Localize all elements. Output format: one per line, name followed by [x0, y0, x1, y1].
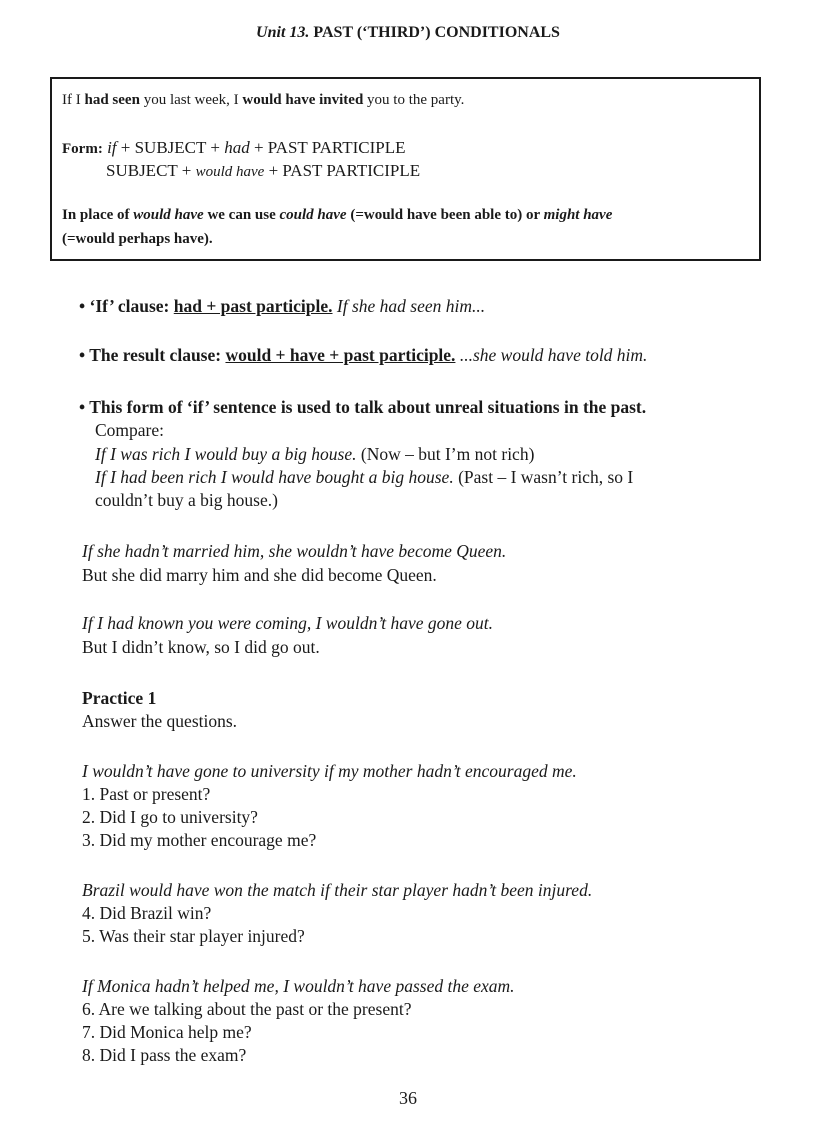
bullet-if-clause: • ‘If’ clause: had + past participle. If she had seen him... — [79, 296, 486, 316]
compare-example-1: If I was rich I would buy a big house. (Now – but I’m not rich) — [95, 444, 535, 464]
box-example: If I had seen you last week, I would have invited you to the party. — [62, 92, 465, 108]
practice-sentence-3: If Monica hadn’t helped me, I wouldn’t have passed the exam. — [82, 976, 515, 996]
example-2-italic: If I had known you were coming, I wouldn’t have gone out. — [82, 613, 494, 633]
example-1-italic: If she hadn’t married him, she wouldn’t have become Queen. — [82, 541, 507, 561]
compare-example-2: If I had been rich I would have bought a big house. (Past – I wasn’t rich, so I — [95, 467, 634, 487]
question-8: 8. Did I pass the exam? — [82, 1045, 247, 1065]
question-6: 6. Are we talking about the past or the present? — [82, 999, 412, 1019]
bullet-result-clause: • The result clause: would + have + past participle. ...she would have told him. — [79, 345, 648, 365]
box-note-line-1: In place of would have we can use could have (=would have been able to) or might have — [62, 207, 613, 223]
practice-sentence-1: I wouldn’t have gone to university if my mother hadn’t encouraged me. — [82, 761, 577, 781]
question-2: 2. Did I go to university? — [82, 807, 258, 827]
unit-label: Unit 13. — [256, 24, 310, 41]
practice-instruction: Answer the questions. — [82, 711, 238, 731]
question-4: 4. Did Brazil win? — [82, 903, 212, 923]
compare-label: Compare: — [95, 420, 165, 440]
box-note-line-2: (=would perhaps have). — [62, 231, 213, 247]
bullet-usage: • This form of ‘if’ sentence is used to talk about unreal situations in the past. — [79, 397, 647, 417]
unit-title: PAST (‘THIRD’) CONDITIONALS — [313, 24, 560, 41]
practice-heading: Practice 1 — [82, 688, 157, 708]
question-3: 3. Did my mother encourage me? — [82, 830, 317, 850]
example-2-plain: But I didn’t know, so I did go out. — [82, 637, 320, 657]
question-1: 1. Past or present? — [82, 784, 211, 804]
example-1-plain: But she did marry him and she did become Queen. — [82, 565, 437, 585]
question-5: 5. Was their star player injured? — [82, 926, 305, 946]
question-7: 7. Did Monica help me? — [82, 1022, 252, 1042]
box-form-line-1: Form: if + SUBJECT + had + PAST PARTICIPLE — [62, 138, 406, 157]
page-title — [0, 24, 816, 42]
practice-sentence-2: Brazil would have won the match if their star player hadn’t been injured. — [82, 880, 593, 900]
box-form-line-2: SUBJECT + would have + PAST PARTICIPLE — [106, 161, 421, 180]
page-number: 36 — [399, 1088, 417, 1108]
compare-example-2-cont: couldn’t buy a big house.) — [95, 490, 278, 510]
